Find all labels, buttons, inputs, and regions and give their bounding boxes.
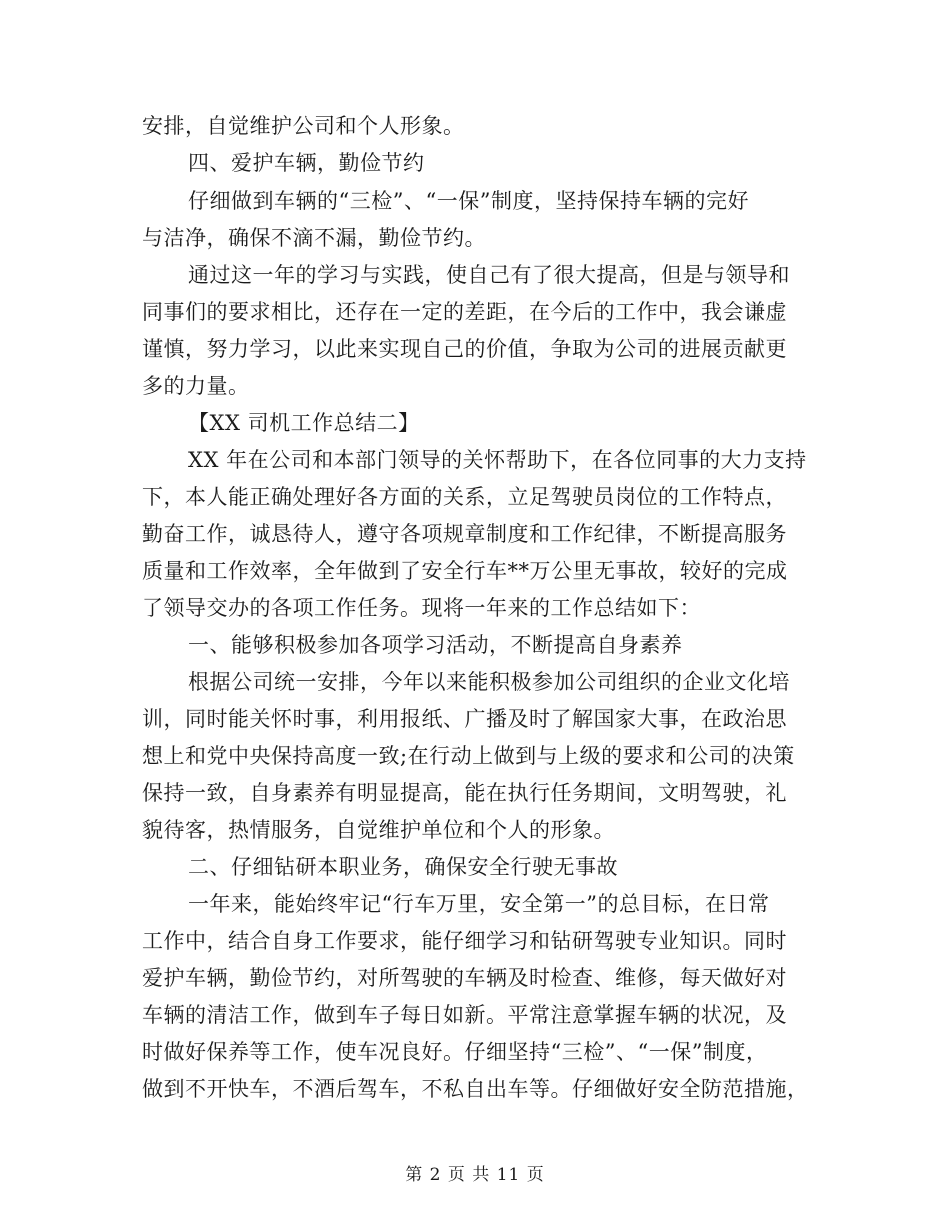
text-line: 多的力量。	[142, 374, 250, 398]
section-title: 【XX 司机工作总结二】	[188, 411, 420, 435]
text-line: 训，同时能关怀时事，利用报纸、广播及时了解国家大事，在政治思	[142, 707, 787, 731]
text-line: 谨慎，努力学习，以此来实现自己的价值，争取为公司的进展贡献更	[142, 337, 787, 361]
text-line: 时做好保养等工作，使车况良好。仔细坚持“三检”、“一保”制度，	[142, 1040, 768, 1064]
text-line: 工作中，结合自身工作要求，能仔细学习和钻研驾驶专业知识。同时	[142, 929, 787, 953]
section-heading: 一、能够积极参加各项学习活动，不断提高自身素养	[188, 633, 683, 657]
text-line: 下，本人能正确处理好各方面的关系，立足驾驶员岗位的工作特点，	[142, 485, 787, 509]
text-line: 同事们的要求相比，还存在一定的差距，在今后的工作中，我会谦虚	[142, 300, 787, 324]
text-line: 一年来，能始终牢记“行车万里，安全第一”的总目标，在日常	[188, 892, 770, 916]
text-line: 做到不开快车，不酒后驾车，不私自出车等。仔细做好安全防范措施，	[142, 1077, 809, 1101]
section-heading: 二、仔细钻研本职业务，确保安全行驶无事故	[188, 855, 618, 879]
text-line: 爱护车辆，勤俭节约，对所驾驶的车辆及时检查、维修，每天做好对	[142, 966, 787, 990]
text-line: 与洁净，确保不滴不漏，勤俭节约。	[142, 226, 486, 250]
section-heading: 四、爱护车辆，勤俭节约	[188, 151, 425, 175]
text-line: 貌待客，热情服务，自觉维护单位和个人的形象。	[142, 818, 615, 842]
text-line: 根据公司统一安排，今年以来能积极参加公司组织的企业文化培	[188, 670, 790, 694]
text-line: 勤奋工作，诚恳待人，遵守各项规章制度和工作纪律，不断提高服务	[142, 522, 787, 546]
text-line: 想上和党中央保持高度一致;在行动上做到与上级的要求和公司的决策	[142, 744, 795, 768]
text-line: 质量和工作效率，全年做到了安全行车**万公里无事故，较好的完成	[142, 559, 788, 583]
text-line: 了领导交办的各项工作任务。现将一年来的工作总结如下：	[142, 596, 701, 620]
text-line: 通过这一年的学习与实践，使自己有了很大提高，但是与领导和	[188, 263, 790, 287]
text-line: 安排，自觉维护公司和个人形象。	[142, 114, 465, 138]
page-footer: 第 2 页 共 11 页	[405, 1165, 545, 1185]
text-line: 车辆的清洁工作，做到车子每日如新。平常注意掌握车辆的状况，及	[142, 1003, 787, 1027]
text-line: 保持一致，自身素养有明显提高，能在执行任务期间，文明驾驶，礼	[142, 781, 787, 805]
text-line: 仔细做到车辆的“三检”、“一保”制度，坚持保持车辆的完好	[188, 189, 749, 213]
text-line: XX 年在公司和本部门领导的关怀帮助下，在各位同事的大力支持	[188, 448, 807, 472]
